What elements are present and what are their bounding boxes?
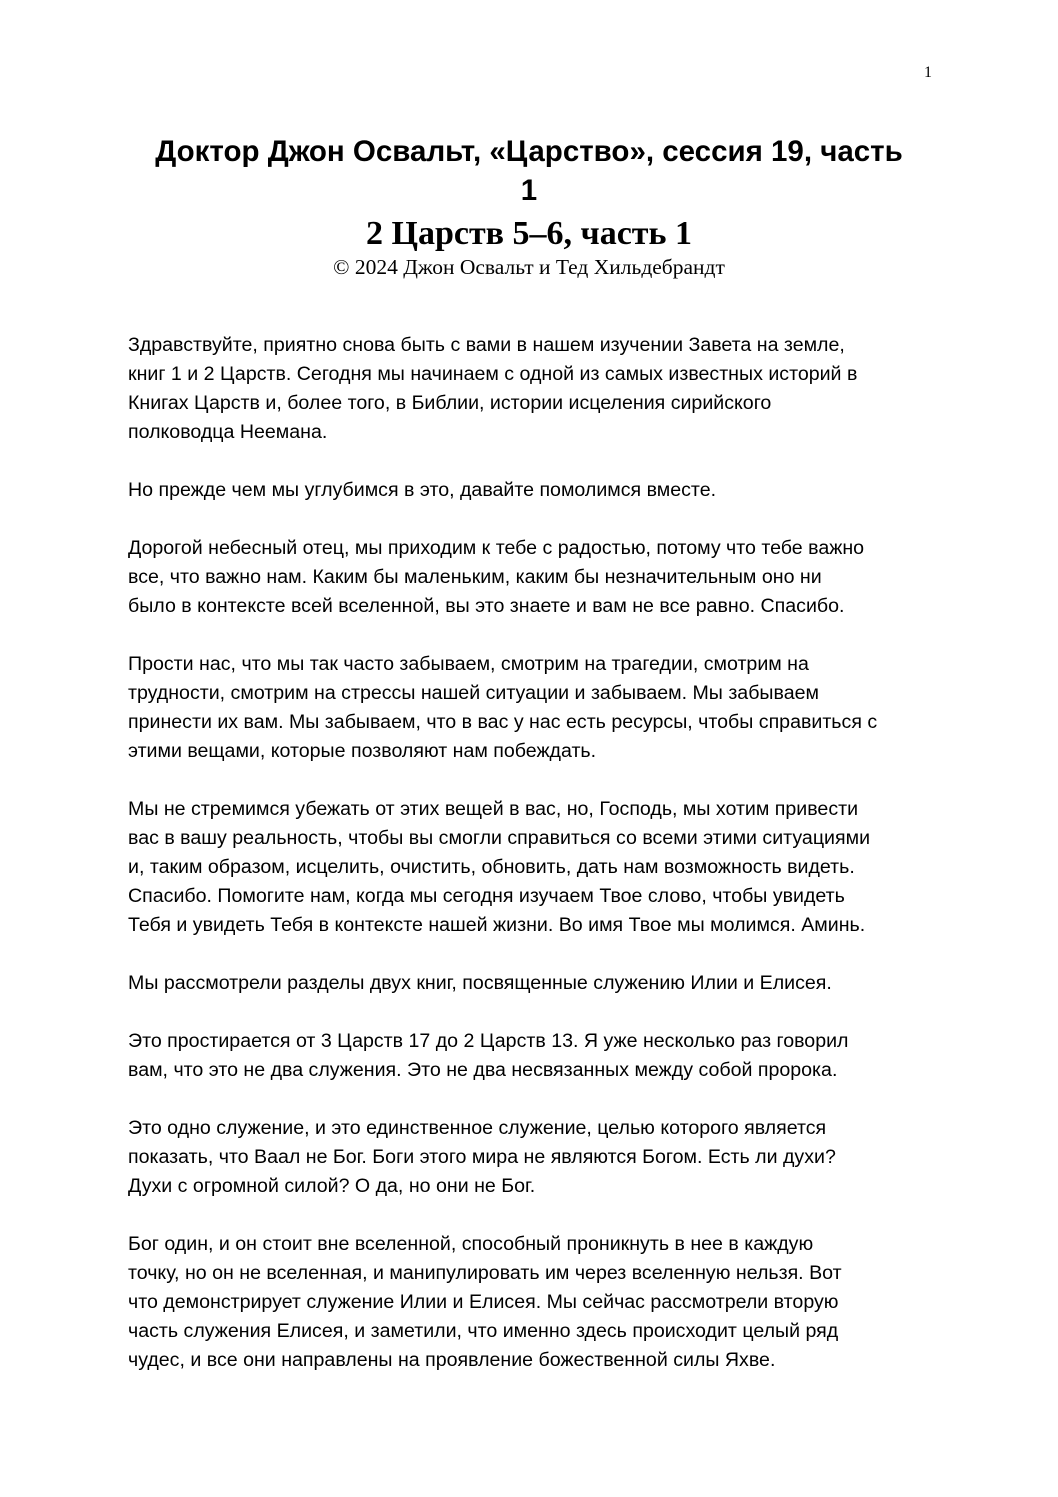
paragraph — [128, 1114, 948, 1201]
paragraph-line: чудес, и все они направлены на проявление божественной силы Яхве. — [128, 1349, 776, 1371]
paragraph-line: Это простирается от 3 Царств 17 до 2 Царств 13. Я уже несколько раз говорил — [128, 1030, 849, 1052]
paragraph — [128, 650, 948, 766]
paragraph — [128, 1027, 948, 1085]
paragraph-line: Здравствуйте, приятно снова быть с вами в нашем изучении Завета на земле, — [128, 334, 845, 356]
body-text — [128, 331, 948, 1404]
paragraph-line: вас в вашу реальность, чтобы вы смогли справиться со всеми этими ситуациями — [128, 827, 871, 849]
paragraph-line: Бог один, и он стоит вне вселенной, способный проникнуть в нее в каждую — [128, 1233, 814, 1255]
paragraph-line: точку, но он не вселенная, и манипулировать им через вселенную нельзя. Вот — [128, 1262, 842, 1284]
document-subtitle: 2 Царств 5–6, часть 1 — [366, 215, 692, 252]
paragraph-line: Духи с огромной силой? О да, но они не Бог. — [128, 1175, 536, 1197]
paragraph-line: Спасибо. Помогите нам, когда мы сегодня изучаем Твое слово, чтобы увидеть — [128, 885, 845, 907]
paragraph-line: Мы не стремимся убежать от этих вещей в вас, но, Господь, мы хотим привести — [128, 798, 859, 820]
paragraph-line: принести их вам. Мы забываем, что в вас у нас есть ресурсы, чтобы справиться с — [128, 711, 878, 733]
paragraph-line: часть служения Елисея, и заметили, что именно здесь происходит целый ряд — [128, 1320, 839, 1342]
document-title — [100, 132, 958, 210]
paragraph-line: Но прежде чем мы углубимся в это, давайте помолимся вместе. — [128, 479, 717, 501]
paragraph-line: было в контексте всей вселенной, вы это знаете и вам не все равно. Спасибо. — [128, 595, 845, 617]
paragraph — [128, 331, 948, 447]
paragraph-line: показать, что Ваал не Бог. Боги этого мира не являются Богом. Есть ли духи? — [128, 1146, 836, 1168]
paragraph-line: Прости нас, что мы так часто забываем, смотрим на трагедии, смотрим на — [128, 653, 809, 675]
paragraph-line: трудности, смотрим на стрессы нашей ситуации и забываем. Мы забываем — [128, 682, 819, 704]
paragraph — [128, 969, 948, 998]
paragraph-line: книг 1 и 2 Царств. Сегодня мы начинаем с одной из самых известных историй в — [128, 363, 858, 385]
paragraph-line: что демонстрирует служение Илии и Елисея. Мы сейчас рассмотрели вторую — [128, 1291, 839, 1313]
paragraph-line: этими вещами, которые позволяют нам побеждать. — [128, 740, 597, 762]
paragraph-line: Мы рассмотрели разделы двух книг, посвященные служению Илии и Елисея. — [128, 972, 832, 994]
paragraph-line: Книгах Царств и, более того, в Библии, истории исцеления сирийского — [128, 392, 772, 414]
title-block — [100, 132, 958, 280]
paragraph-line: Это одно служение, и это единственное служение, целью которого является — [128, 1117, 827, 1139]
copyright-notice: © 2024 Джон Освальт и Тед Хильдебрандт — [333, 255, 725, 279]
paragraph-line: полководца Неемана. — [128, 421, 328, 443]
paragraph-line: вам, что это не два служения. Это не два несвязанных между собой пророка. — [128, 1059, 838, 1081]
paragraph-line: и, таким образом, исцелить, очистить, обновить, дать нам возможность видеть. — [128, 856, 855, 878]
page-number: 1 — [924, 64, 932, 81]
paragraph-line: Тебя и увидеть Тебя в контексте нашей жизни. Во имя Твое мы молимся. Аминь. — [128, 914, 866, 936]
paragraph — [128, 476, 948, 505]
title-line-1: Доктор Джон Освальт, «Царство», сессия 19, часть — [155, 135, 903, 168]
paragraph — [128, 534, 948, 621]
paragraph — [128, 795, 948, 940]
paragraph-line: Дорогой небесный отец, мы приходим к тебе с радостью, потому что тебе важно — [128, 537, 865, 559]
paragraph-line: все, что важно нам. Каким бы маленьким, каким бы незначительным оно ни — [128, 566, 822, 588]
title-line-2: 1 — [520, 174, 538, 207]
paragraph — [128, 1230, 948, 1375]
